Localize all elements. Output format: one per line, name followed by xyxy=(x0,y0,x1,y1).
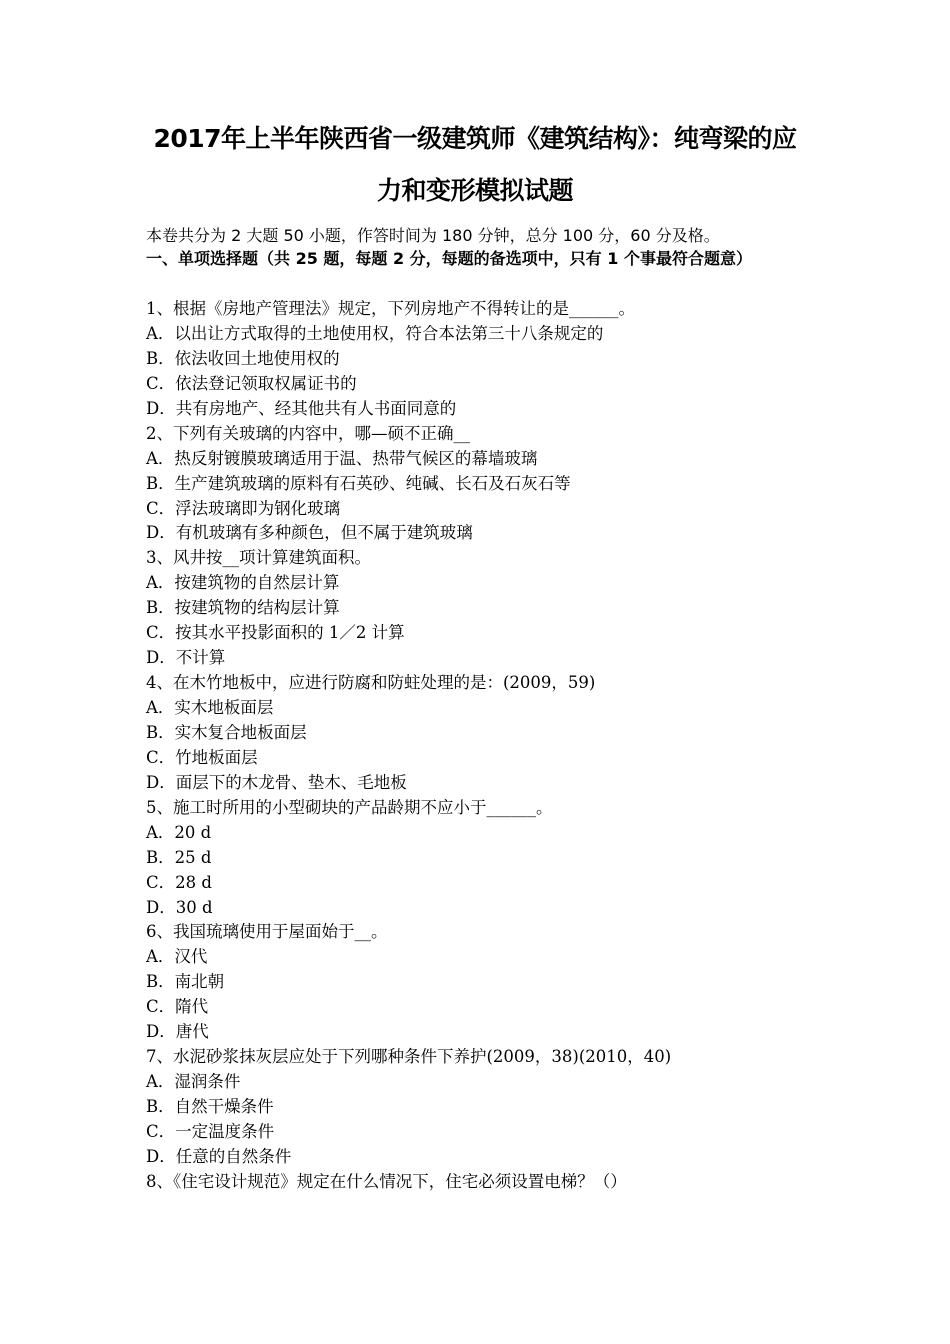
answer-option: B．实木复合地板面层 xyxy=(146,722,307,742)
document-title-line-2: 力和变形模拟试题 xyxy=(376,176,573,205)
answer-option: C．浮法玻璃即为钢化玻璃 xyxy=(146,498,341,518)
answer-option: D．不计算 xyxy=(146,648,226,668)
answer-option: A．湿润条件 xyxy=(146,1072,241,1092)
answer-option: A．按建筑物的自然层计算 xyxy=(146,573,340,593)
answer-option: A．热反射镀膜玻璃适用于温、热带气候区的幕墙玻璃 xyxy=(146,448,538,468)
exam-intro: 本卷共分为 2 大题 50 小题，作答时间为 180 分钟，总分 100 分，60 分及格。 xyxy=(146,226,720,245)
question-list xyxy=(146,297,671,1195)
answer-option: C．28 d xyxy=(146,872,212,892)
question-stem: 4、在木竹地板中，应进行防腐和防蛀处理的是：(2009，59) xyxy=(146,673,596,693)
answer-option: D．任意的自然条件 xyxy=(146,1146,292,1166)
question-stem: 1、根据《房地产管理法》规定，下列房地产不得转让的是______。 xyxy=(146,299,635,318)
answer-option: D．唐代 xyxy=(146,1022,209,1042)
answer-option: C．一定温度条件 xyxy=(146,1121,275,1141)
answer-option: B．南北朝 xyxy=(146,972,225,992)
answer-option: A．20 d xyxy=(146,822,212,842)
answer-option: A．汉代 xyxy=(146,947,208,967)
answer-option: C．竹地板面层 xyxy=(146,747,258,767)
answer-option: D．共有房地产、经其他共有人书面同意的 xyxy=(146,398,457,418)
answer-option: B．自然干燥条件 xyxy=(146,1097,274,1116)
answer-option: D．30 d xyxy=(146,897,213,917)
answer-option: B．生产建筑玻璃的原料有石英砂、纯碱、长石及石灰石等 xyxy=(146,473,571,493)
section-heading: 一、单项选择题（共 25 题，每题 2 分，每题的备选项中，只有 1 个事最符合题意） xyxy=(146,249,752,268)
answer-option: C．依法登记领取权属证书的 xyxy=(146,373,357,393)
answer-option: C．按其水平投影面积的 1／2 计算 xyxy=(146,623,405,643)
question-stem: 2、下列有关玻璃的内容中，哪—硕不正确__ xyxy=(146,423,470,443)
answer-option: D．有机玻璃有多种颜色，但不属于建筑玻璃 xyxy=(146,523,473,543)
question-stem: 6、我国琉璃使用于屋面始于__。 xyxy=(146,922,388,942)
answer-option: C．隋代 xyxy=(146,997,209,1017)
question-stem: 7、水泥砂浆抹灰层应处于下列哪种条件下养护(2009，38)(2010，40) xyxy=(146,1047,672,1067)
answer-option: D．面层下的木龙骨、垫木、毛地板 xyxy=(146,772,407,792)
document-title-line-1: 2017年上半年陕西省一级建筑师《建筑结构》：纯弯梁的应 xyxy=(153,124,797,153)
answer-option: B．依法收回土地使用权的 xyxy=(146,348,340,368)
answer-option: B．按建筑物的结构层计算 xyxy=(146,598,340,618)
question-stem: 5、施工时所用的小型砌块的产品龄期不应小于______。 xyxy=(146,797,553,817)
question-stem: 3、风井按__项计算建筑面积。 xyxy=(146,548,371,568)
question-stem: 8、《住宅设计规范》规定在什么情况下，住宅必须设置电梯？（） xyxy=(146,1171,627,1191)
answer-option: A．以出让方式取得的土地使用权，符合本法第三十八条规定的 xyxy=(146,323,604,343)
answer-option: B．25 d xyxy=(146,847,212,867)
answer-option: A．实木地板面层 xyxy=(146,698,274,717)
